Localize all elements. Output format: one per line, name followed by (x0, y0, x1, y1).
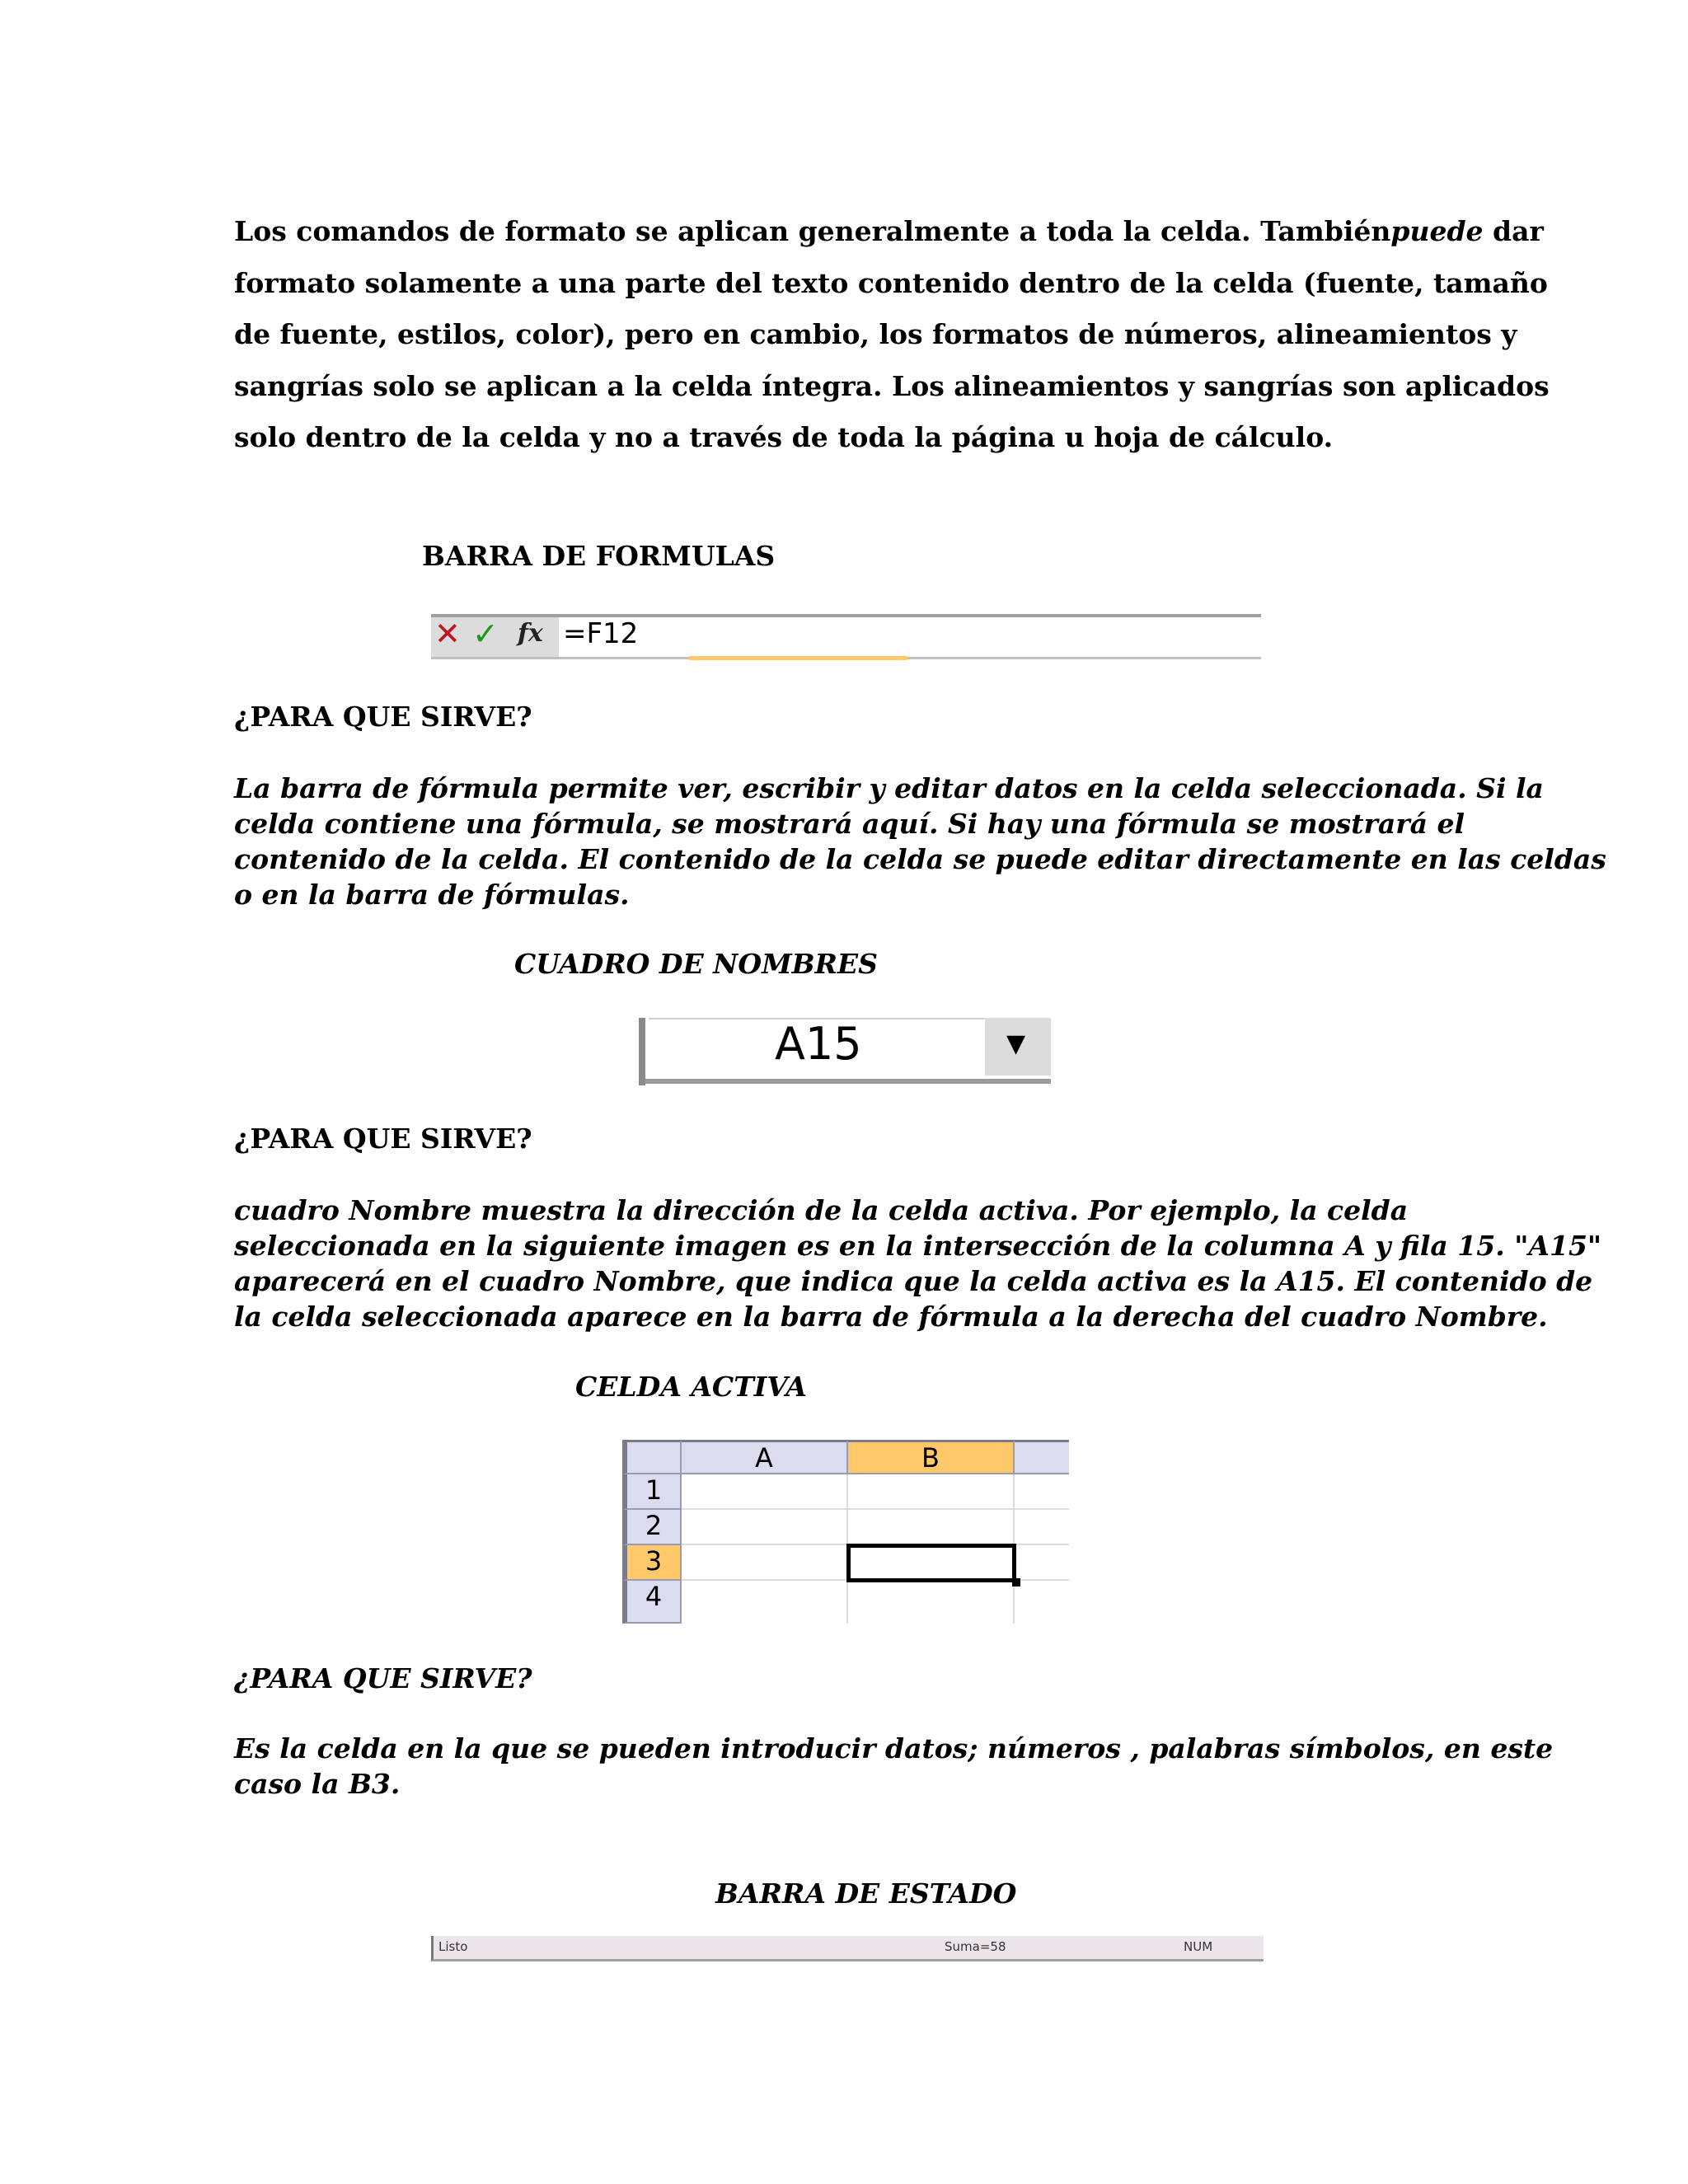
active-cell-b3[interactable] (846, 1544, 1016, 1582)
name-box-dropdown[interactable] (985, 1018, 1051, 1076)
formula-input[interactable]: =F12 (563, 617, 639, 650)
column-header-a[interactable]: A (682, 1440, 848, 1474)
enter-check-icon[interactable]: ✓ (472, 616, 499, 652)
status-num: NUM (1184, 1939, 1213, 1954)
statusbar-heading: BARRA DE ESTADO (715, 1877, 1017, 1910)
formula-bar-heading: BARRA DE FORMULAS (422, 540, 776, 572)
cell-a1[interactable] (682, 1474, 848, 1510)
intro-paragraph (234, 206, 1550, 464)
dropdown-arrow-icon: ▼ (1006, 1029, 1026, 1058)
cell-c3[interactable] (1015, 1545, 1069, 1581)
cancel-icon[interactable]: ✕ (434, 616, 461, 652)
activecell-desc-line: Es la celda en la que se pueden introducir datos; números , palabras símbolos, en este (234, 1732, 1554, 1765)
formula-desc-line: o en la barra de fórmulas. (234, 879, 630, 911)
cell-b4[interactable] (848, 1581, 1015, 1624)
fill-handle[interactable] (1012, 1578, 1020, 1586)
cell-c4[interactable] (1015, 1581, 1069, 1624)
formula-description (234, 771, 1606, 912)
row-header-1[interactable]: 1 (622, 1474, 682, 1510)
cell-a4[interactable] (682, 1581, 848, 1624)
activecell-description (234, 1731, 1554, 1802)
namebox-desc-line: cuadro Nombre muestra la dirección de la celda activa. Por ejemplo, la celda (234, 1194, 1409, 1226)
cell-a2[interactable] (682, 1510, 848, 1545)
activecell-desc-line: caso la B3. (234, 1768, 401, 1800)
row-header-2[interactable]: 2 (622, 1510, 682, 1545)
column-header-b[interactable]: B (848, 1440, 1015, 1474)
intro-line-4: sangrías solo se aplican a la celda íntegra. Los alineamientos y sangrías son aplicados (234, 369, 1550, 402)
intro-line-3: de fuente, estilos, color), pero en cambio, los formatos de números, alineamientos y (234, 318, 1517, 350)
formula-question: ¿PARA QUE SIRVE? (234, 701, 532, 733)
cell-b1[interactable] (848, 1474, 1015, 1510)
formula-bar-image (431, 614, 1261, 660)
intro-line-2: formato solamente a una parte del texto contenido dentro de la celda (fuente, tamaño (234, 266, 1548, 299)
name-box-value[interactable]: A15 (775, 1018, 862, 1070)
namebox-desc-line: seleccionada en la siguiente imagen es en la intersección de la columna A y fila 15. "A15" (234, 1230, 1602, 1262)
cell-c2[interactable] (1015, 1510, 1069, 1545)
namebox-description (234, 1193, 1602, 1334)
cell-b2[interactable] (848, 1510, 1015, 1545)
cell-c1[interactable] (1015, 1474, 1069, 1510)
intro-line-1: Los comandos de formato se aplican generalmente a toda la celda. Tambiénpuede dar (234, 215, 1544, 247)
row-header-4[interactable]: 4 (622, 1581, 682, 1624)
formula-desc-line: La barra de fórmula permite ver, escribir y editar datos en la celda seleccionada. Si la (234, 772, 1544, 804)
namebox-desc-line: la celda seleccionada aparece en la barra de fórmula a la derecha del cuadro Nombre. (234, 1301, 1548, 1333)
namebox-desc-line: aparecerá en el cuadro Nombre, que indica que la celda activa es la A15. El contenido de (234, 1265, 1593, 1297)
spreadsheet-grid (622, 1440, 1069, 1624)
namebox-question: ¿PARA QUE SIRVE? (234, 1122, 532, 1155)
formula-desc-line: contenido de la celda. El contenido de la celda se puede editar directamente en las celdas (234, 843, 1606, 875)
namebox-heading: CUADRO DE NOMBRES (514, 948, 878, 980)
row-header-3[interactable]: 3 (622, 1545, 682, 1581)
status-sum: Suma=58 (945, 1939, 1006, 1954)
formula-desc-line: celda contiene una fórmula, se mostrará aquí. Si hay una fórmula se mostrará el (234, 808, 1465, 840)
cell-a3[interactable] (682, 1545, 848, 1581)
activecell-heading: CELDA ACTIVA (575, 1371, 807, 1403)
name-box-image (639, 1018, 1051, 1085)
status-ready: Listo (438, 1939, 468, 1954)
activecell-question: ¿PARA QUE SIRVE? (234, 1662, 532, 1694)
intro-line-5: solo dentro de la celda y no a través de toda la página u hoja de cálculo. (234, 421, 1334, 453)
status-bar-image (431, 1936, 1264, 1961)
function-fx-icon[interactable]: fx (518, 619, 543, 648)
